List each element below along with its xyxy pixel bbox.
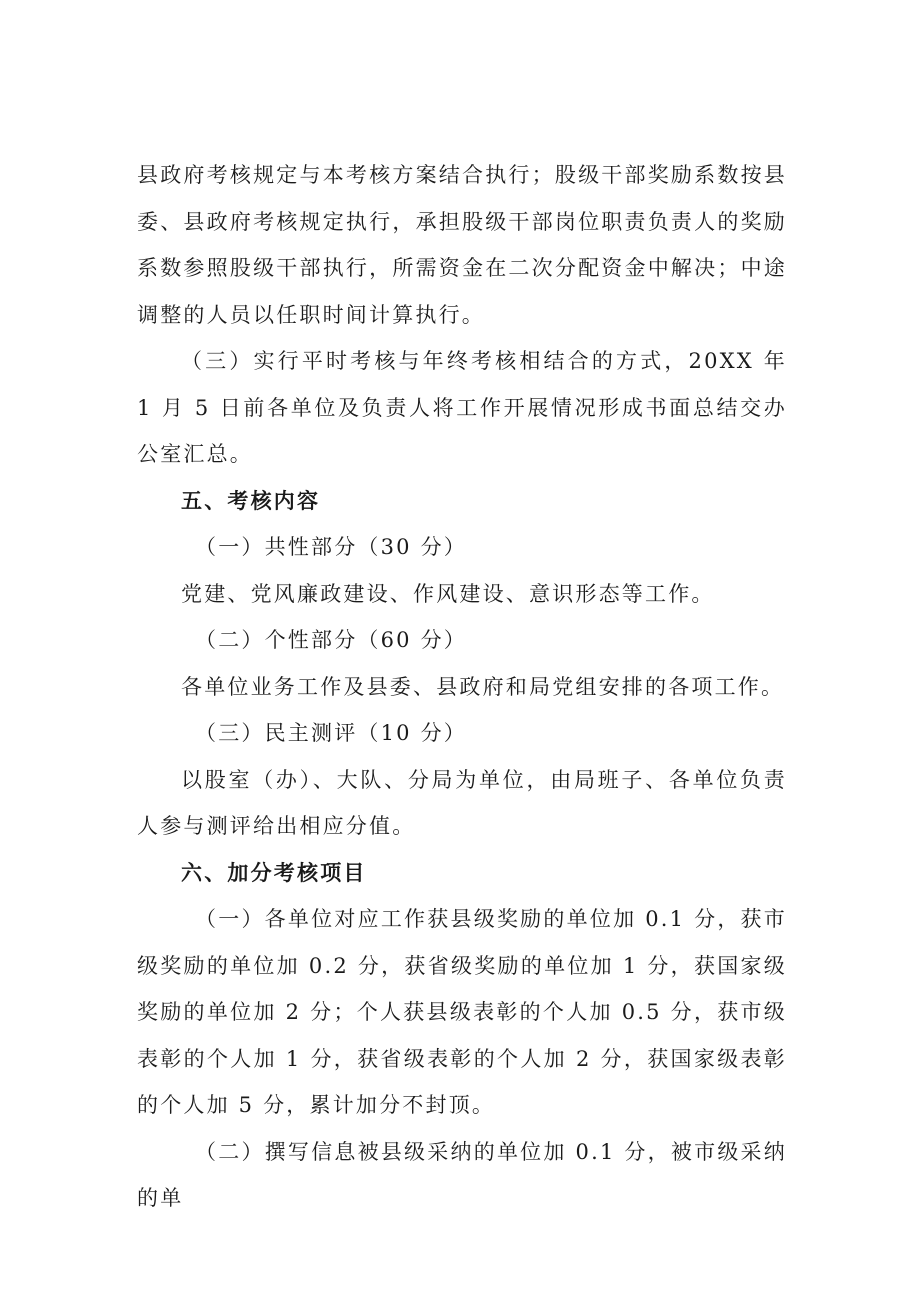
- paragraph-bonus-awards: （一）各单位对应工作获县级奖励的单位加 0.1 分，获市级奖励的单位加 0.2 分，获省级奖励的单位加 1 分，获国家级奖励的单位加 2 分；个人获县级表彰的个人加 0.5 分，获市级表彰的个人加 1 分，获省级表彰的个人加 2 分，获国家级表彰的个人加 5 分，累计加分不封顶。: [137, 907, 787, 1117]
- paragraph-assessment-method: （三）实行平时考核与年终考核相结合的方式，20XX 年 1 月 5 日前各单位及负责人将工作开展情况形成书面总结交办公室汇总。: [137, 349, 787, 466]
- subsection-common-part: （一）共性部分（30 分）: [195, 535, 467, 559]
- paragraph-continuation: 县政府考核规定与本考核方案结合执行；股级干部奖励系数按县委、县政府考核规定执行，承担股级干部岗位职责负责人的奖励系数参照股级干部执行，所需资金在二次分配资金中解决；中途调整的人员以任职时间计算执行。: [137, 163, 787, 327]
- paragraph-bonus-information: （二）撰写信息被县级采纳的单位加 0.1 分，被市级采纳的单: [137, 1139, 787, 1210]
- subsection-democratic-evaluation: （三）民主测评（10 分）: [195, 721, 467, 745]
- section-heading-bonus-items: 六、加分考核项目: [181, 860, 367, 885]
- paragraph-democratic-evaluation-body: 以股室（办）、大队、分局为单位，由局班子、各单位负责人参与测评给出相应分值。: [137, 767, 787, 838]
- paragraph-common-part-body: 党建、党风廉政建设、作风建设、意识形态等工作。: [181, 581, 715, 606]
- subsection-individual-part: （二）个性部分（60 分）: [195, 628, 467, 652]
- document-body: [137, 152, 787, 1222]
- paragraph-individual-part-body: 各单位业务工作及县委、县政府和局党组安排的各项工作。: [181, 674, 785, 699]
- section-heading-assessment-content: 五、考核内容: [181, 488, 321, 513]
